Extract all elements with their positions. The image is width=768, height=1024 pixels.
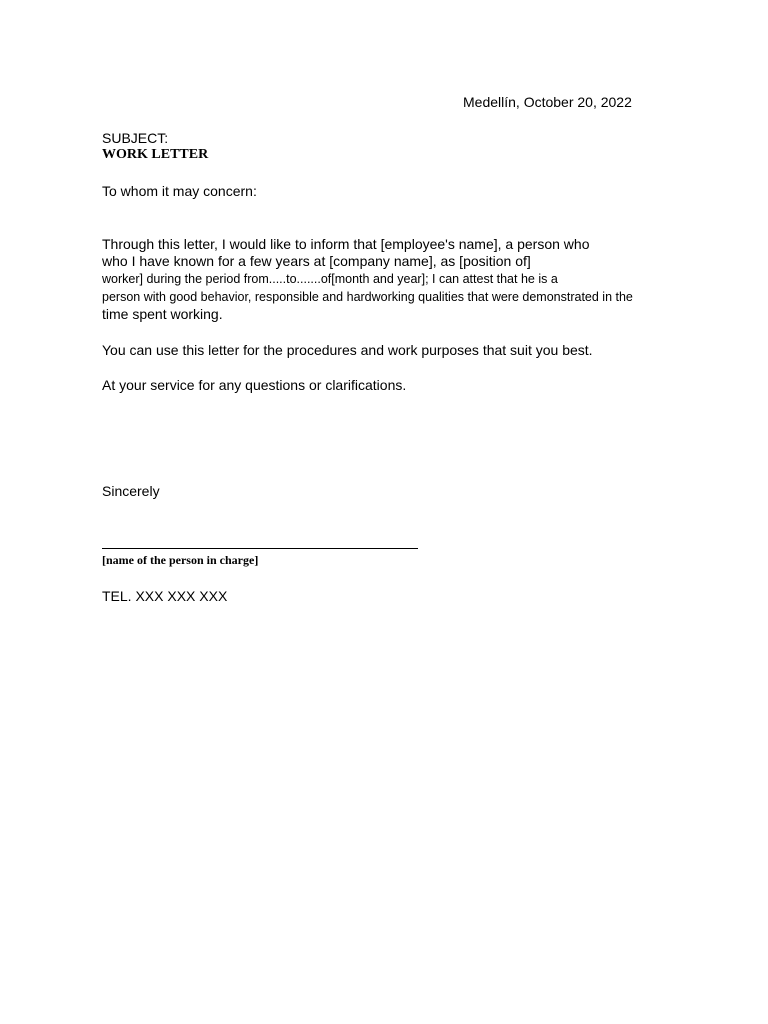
body-line: person with good behavior, responsible and hardworking qualities that were demonstrated in the — [102, 290, 633, 304]
body-line: time spent working. — [102, 306, 223, 322]
signature-line — [102, 548, 418, 549]
greeting: To whom it may concern: — [102, 183, 257, 199]
closing: Sincerely — [102, 483, 160, 499]
paragraph-service: At your service for any questions or clarifications. — [102, 377, 407, 393]
body-line: who I have known for a few years at [company name], as [position of] — [102, 253, 531, 269]
telephone: TEL. XXX XXX XXX — [102, 588, 228, 604]
paragraph-purposes: You can use this letter for the procedures and work purposes that suit you best. — [102, 342, 593, 358]
body-line: worker] during the period from.....to.......of[month and year]; I can attest that he is a — [102, 272, 558, 286]
subject-title: WORK LETTER — [102, 147, 209, 162]
body-line: Through this letter, I would like to inform that [employee's name], a person who — [102, 236, 590, 252]
subject-label: SUBJECT: — [102, 130, 169, 146]
signer-name: [name of the person in charge] — [102, 553, 259, 567]
letter-date: Medellín, October 20, 2022 — [463, 94, 632, 110]
